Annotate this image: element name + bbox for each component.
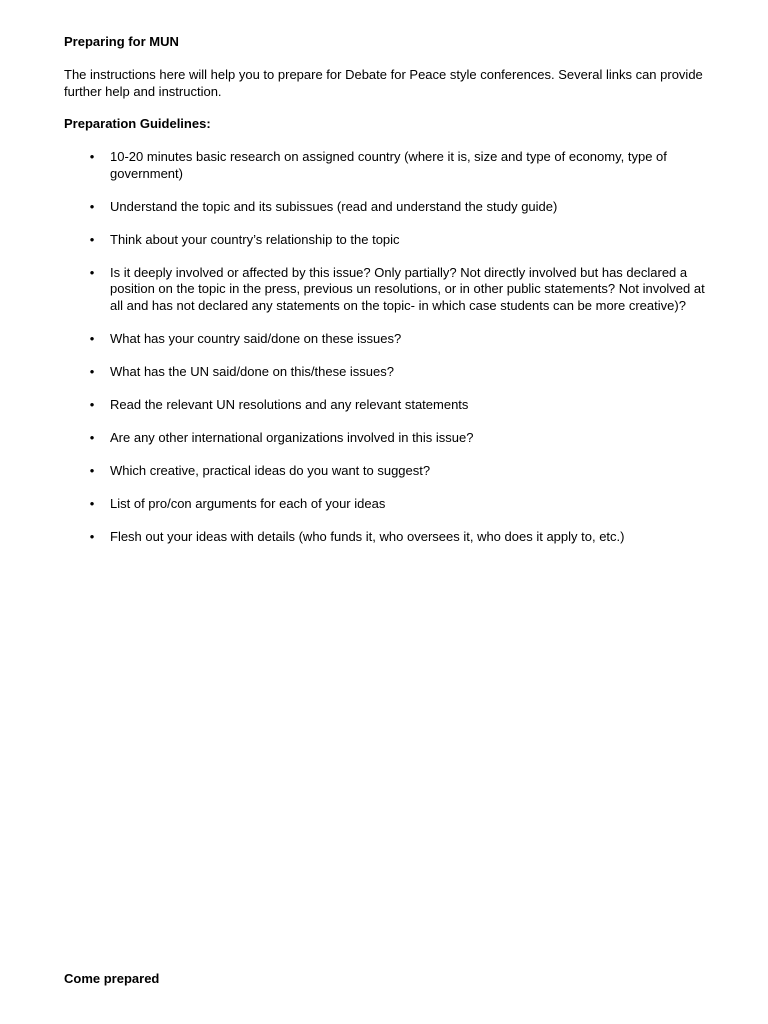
- bullet-icon: •: [89, 149, 95, 164]
- bullet-icon: •: [89, 231, 95, 247]
- list-item: [88, 463, 708, 480]
- bullet-icon: •: [89, 462, 95, 478]
- list-item-text: Understand the topic and its subissues (read and understand the study guide): [110, 198, 558, 214]
- list-item-text: Are any other international organizations involved in this issue?: [110, 429, 474, 445]
- bullet-icon: •: [89, 495, 95, 511]
- list-item: [88, 397, 708, 414]
- list-item: [88, 232, 708, 249]
- list-item: [88, 265, 708, 315]
- list-item-text: Read the relevant UN resolutions and any relevant statements: [110, 396, 469, 412]
- bullet-icon: •: [89, 330, 95, 346]
- list-item: [88, 496, 708, 513]
- list-item-text: Which creative, practical ideas do you want to suggest?: [110, 462, 431, 478]
- list-item: [88, 331, 708, 348]
- list-item: [88, 529, 708, 546]
- document-title: Preparing for MUN: [64, 34, 179, 49]
- intro-paragraph: The instructions here will help you to prepare for Debate for Peace style conferences. Several links can provide further help and instruction.: [64, 67, 703, 99]
- bullet-icon: •: [89, 396, 95, 412]
- list-item-text: 10-20 minutes basic research on assigned country (where it is, size and type of economy, type of government): [110, 149, 667, 181]
- footer-text: Come prepared: [64, 971, 160, 986]
- list-item: [88, 364, 708, 381]
- list-item: [88, 149, 708, 182]
- list-item-text: What has your country said/done on these issues?: [110, 330, 402, 346]
- bullet-icon: •: [89, 528, 95, 544]
- bullet-icon: •: [89, 429, 95, 445]
- guidelines-heading: Preparation Guidelines:: [64, 116, 211, 131]
- bullet-icon: •: [89, 264, 95, 280]
- bullet-icon: •: [89, 363, 95, 379]
- guidelines-list: [88, 149, 708, 562]
- list-item-text: List of pro/con arguments for each of your ideas: [110, 495, 386, 511]
- list-item: [88, 430, 708, 447]
- list-item-text: Is it deeply involved or affected by this issue? Only partially? Not directly involved but has declared a position on the topic in the press, previous un resolutions, or in other public statements? Not involved at all and has not declared any statements on the topic- in which case students can be more creative)?: [110, 264, 705, 313]
- list-item: [88, 199, 708, 216]
- list-item-text: Flesh out your ideas with details (who funds it, who oversees it, who does it apply to, etc.): [110, 528, 625, 544]
- bullet-icon: •: [89, 198, 95, 214]
- list-item-text: Think about your country’s relationship to the topic: [110, 231, 400, 247]
- list-item-text: What has the UN said/done on this/these issues?: [110, 363, 394, 379]
